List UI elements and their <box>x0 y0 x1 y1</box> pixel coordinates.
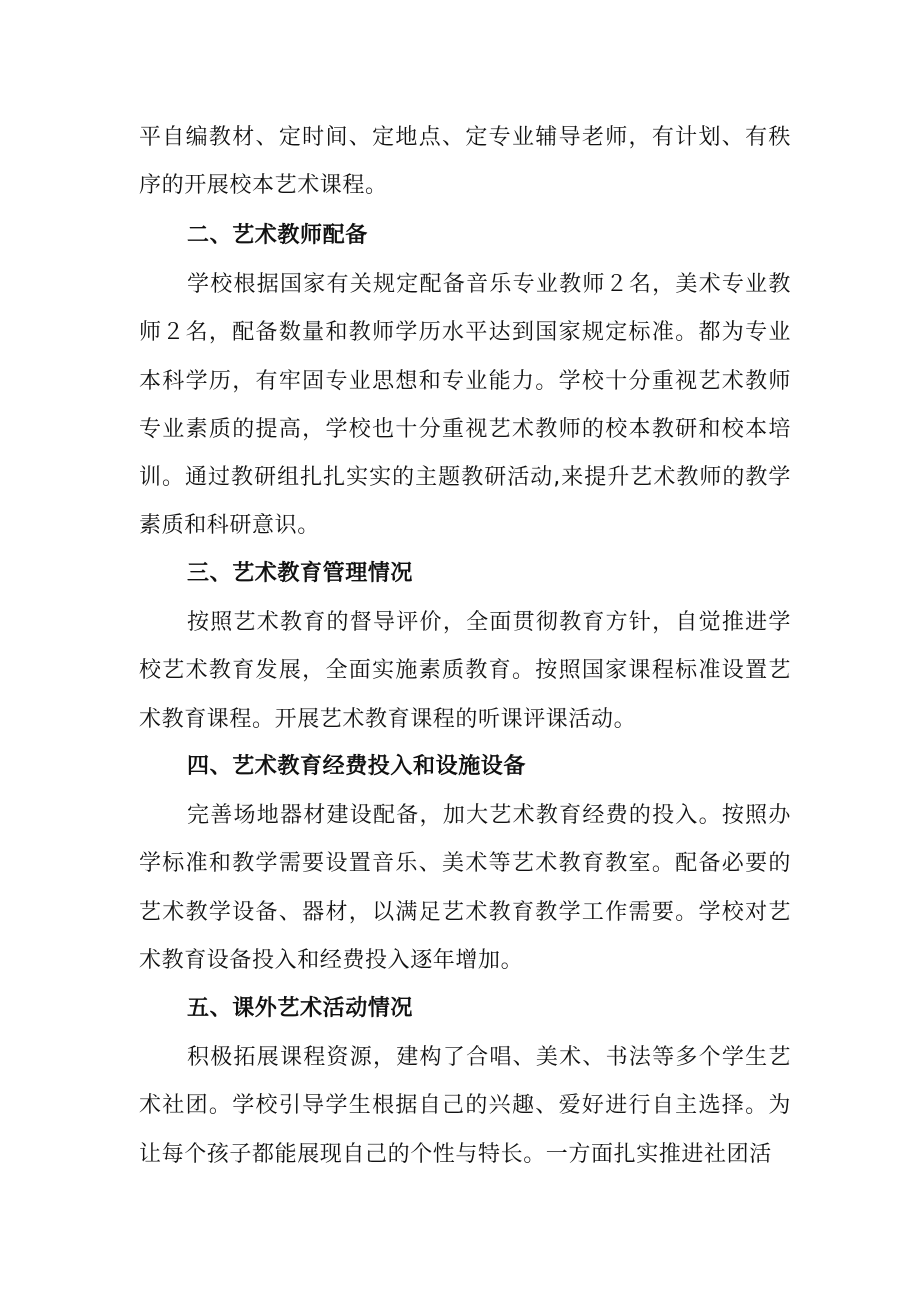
section-paragraph-3: 按照艺术教育的督导评价，全面贯彻教育方针，自觉推进学校艺术教育发展，全面实施素质教育。按照国家课程标准设置艺术教育课程。开展艺术教育课程的听课评课活动。 <box>139 610 791 732</box>
continuation-paragraph: 平自编教材、定时间、定地点、定专业辅导老师，有计划、有秩序的开展校本艺术课程。 <box>139 125 791 199</box>
section-heading-3: 三、艺术教育管理情况 <box>187 561 414 586</box>
section-heading-5: 五、课外艺术活动情况 <box>187 996 414 1021</box>
section-paragraph-5: 积极拓展课程资源，建构了合唱、美术、书法等多个学生艺术社团。学校引导学生根据自己的兴趣、爱好进行自主选择。为让每个孩子都能展现自己的个性与特长。一方面扎实推进社团活 <box>139 1045 791 1167</box>
section-heading-2: 二、艺术教师配备 <box>187 223 368 248</box>
section-paragraph-4: 完善场地器材建设配备，加大艺术教育经费的投入。按照办学标准和教学需要设置音乐、美术等艺术教育教室。配备必要的艺术教学设备、器材，以满足艺术教育教学工作需要。学校对艺术教育设备投入和经费投入逐年增加。 <box>139 803 791 973</box>
section-heading-4: 四、艺术教育经费投入和设施设备 <box>187 754 527 779</box>
section-paragraph-2: 学校根据国家有关规定配备音乐专业教师２名，美术专业教师２名，配备数量和教师学历水平达到国家规定标准。都为专业本科学历，有牢固专业思想和专业能力。学校十分重视艺术教师专业素质的提高，学校也十分重视艺术教师的校本教研和校本培训。通过教研组扎扎实实的主题教研活动,来提升艺术教师的教学素质和科研意识。 <box>139 272 791 539</box>
